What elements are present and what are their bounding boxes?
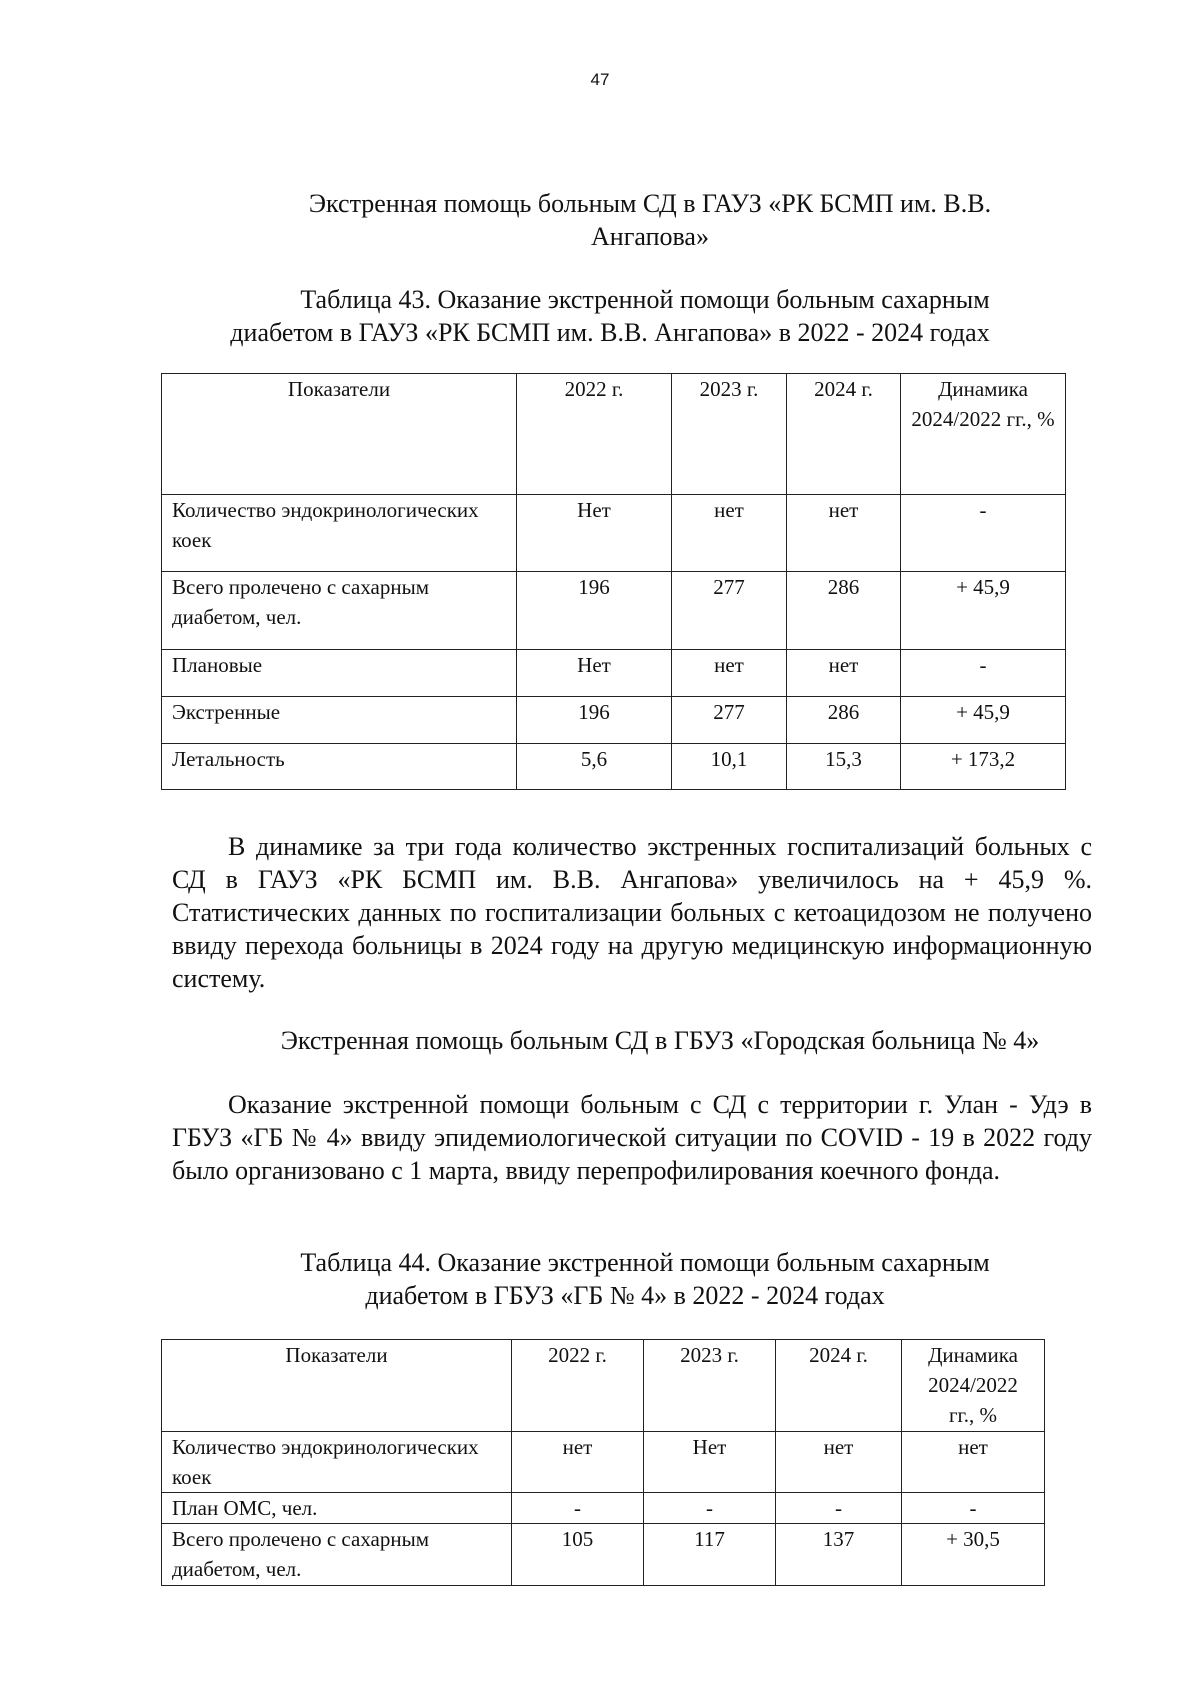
- table-43-caption: [150, 283, 1070, 349]
- table-cell: + 45,9: [901, 697, 1066, 744]
- header-cell: Показатели: [162, 374, 517, 495]
- table-row: [162, 1524, 1045, 1586]
- table-cell: 277: [672, 697, 787, 744]
- paragraph-bsmp-dynamics: [172, 830, 1092, 995]
- table-cell: + 45,9: [901, 572, 1066, 650]
- table-cell: Всего пролечено с сахарным диабетом, чел.: [162, 572, 517, 650]
- table-43: [161, 373, 1066, 790]
- table-cell: -: [776, 1493, 902, 1524]
- header-cell: 2023 г.: [644, 1340, 776, 1432]
- table-cell: Количество эндокринологических коек: [162, 495, 517, 572]
- table-cell: Плановые: [162, 650, 517, 697]
- table-cell: нет: [787, 495, 901, 572]
- table-cell: 286: [787, 572, 901, 650]
- table-cell: нет: [512, 1432, 644, 1493]
- table-cell: План ОМС, чел.: [162, 1493, 512, 1524]
- table-cell: Нет: [517, 495, 672, 572]
- section-title-bsmp: [250, 187, 1050, 253]
- table-cell: -: [512, 1493, 644, 1524]
- table-cell: 286: [787, 697, 901, 744]
- table-cell: 196: [517, 697, 672, 744]
- header-cell: Динамика 2024/2022 гг., %: [902, 1340, 1045, 1432]
- header-cell: Динамика 2024/2022 гг., %: [901, 374, 1066, 495]
- table-row: [162, 697, 1066, 744]
- header-cell: 2022 г.: [517, 374, 672, 495]
- table-cell: -: [901, 650, 1066, 697]
- caption-line: Таблица 44. Оказание экстренной помощи больным сахарным: [300, 1248, 990, 1277]
- table-cell: -: [901, 495, 1066, 572]
- table-row: [162, 744, 1066, 790]
- section-title-line: Экстренная помощь больным СД в ГАУЗ «РК БСМП им. В.В.: [308, 189, 992, 218]
- page-number: 47: [590, 70, 610, 89]
- paragraph-gb4-covid: [172, 1088, 1092, 1187]
- table-cell: 10,1: [672, 744, 787, 790]
- header-cell: 2024 г.: [787, 374, 901, 495]
- table-header-row: [162, 374, 1066, 495]
- table-row: [162, 572, 1066, 650]
- paragraph-text: Оказание экстренной помощи больным с СД с территории г. Улан - Удэ в ГБУЗ «ГБ № 4» ввиду эпидемиологической ситуации по COVID - 19 в 2022 году было организовано с 1 марта, ввиду перепрофилирования коечного фонда.: [172, 1090, 1092, 1185]
- table-cell: + 173,2: [901, 744, 1066, 790]
- table-cell: Летальность: [162, 744, 517, 790]
- table-cell: 196: [517, 572, 672, 650]
- caption-line: диабетом в ГАУЗ «РК БСМП им. В.В. Ангапова» в 2022 - 2024 годах: [230, 318, 990, 347]
- table-44-caption: [150, 1246, 1070, 1312]
- table-cell: -: [644, 1493, 776, 1524]
- header-cell: 2024 г.: [776, 1340, 902, 1432]
- table-cell: нет: [672, 495, 787, 572]
- table-row: [162, 495, 1066, 572]
- table-cell: 5,6: [517, 744, 672, 790]
- header-cell: 2022 г.: [512, 1340, 644, 1432]
- table-cell: нет: [776, 1432, 902, 1493]
- paragraph-text: В динамике за три года количество экстренных госпитализаций больных с СД в ГАУЗ «РК БСМП им. В.В. Ангапова» увеличилось на + 45,9 %. Статистических данных по госпитализации больных с кетоацидозом не получено ввиду перехода больницы в 2024 году на другую медицинскую информационную систему.: [172, 832, 1092, 993]
- section-title-gb4: Экстренная помощь больным СД в ГБУЗ «Городская больница № 4»: [280, 1026, 1040, 1055]
- table-cell: Нет: [644, 1432, 776, 1493]
- table-cell: 15,3: [787, 744, 901, 790]
- table-row: [162, 1493, 1045, 1524]
- table-cell: нет: [902, 1432, 1045, 1493]
- table-44: [161, 1339, 1045, 1586]
- table-cell: 117: [644, 1524, 776, 1586]
- table-cell: нет: [787, 650, 901, 697]
- table-row: [162, 1432, 1045, 1493]
- table-cell: + 30,5: [902, 1524, 1045, 1586]
- header-cell: 2023 г.: [672, 374, 787, 495]
- table-cell: Всего пролечено с сахарным диабетом, чел.: [162, 1524, 512, 1586]
- table-row: [162, 650, 1066, 697]
- table-cell: 137: [776, 1524, 902, 1586]
- caption-line: Таблица 43. Оказание экстренной помощи больным сахарным: [300, 285, 990, 314]
- section-title-line: Ангапова»: [591, 222, 709, 251]
- table-cell: нет: [672, 650, 787, 697]
- caption-line: диабетом в ГБУЗ «ГБ № 4» в 2022 - 2024 годах: [365, 1281, 885, 1310]
- header-cell: Показатели: [162, 1340, 512, 1432]
- table-cell: -: [902, 1493, 1045, 1524]
- table-header-row: [162, 1340, 1045, 1432]
- table-cell: Количество эндокринологических коек: [162, 1432, 512, 1493]
- table-cell: 277: [672, 572, 787, 650]
- table-cell: Экстренные: [162, 697, 517, 744]
- table-cell: Нет: [517, 650, 672, 697]
- table-cell: 105: [512, 1524, 644, 1586]
